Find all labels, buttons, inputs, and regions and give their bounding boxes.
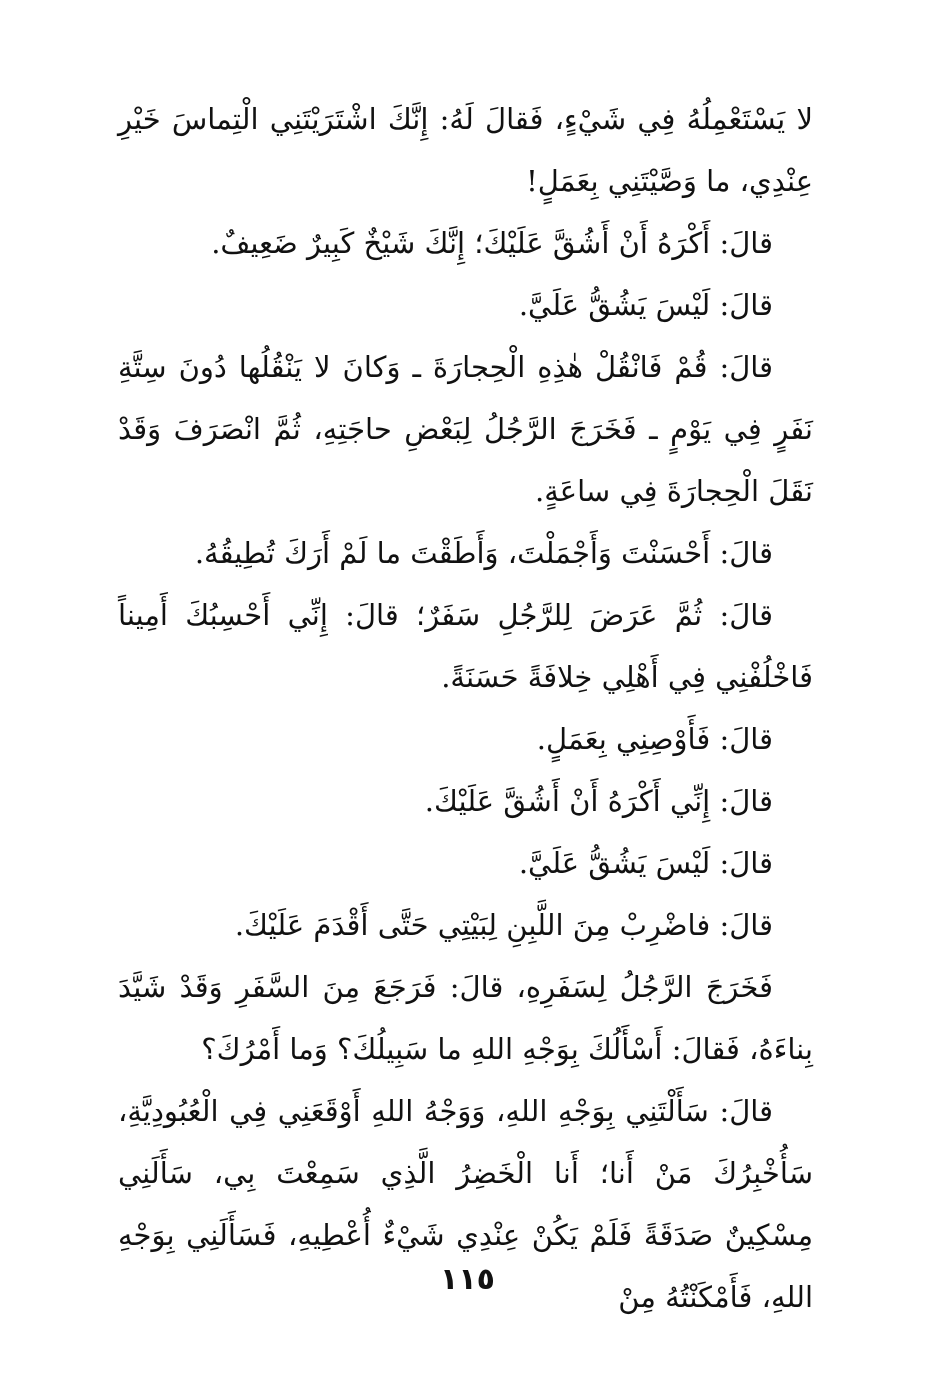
paragraph-8: قالَ: إِنِّي أَكْرَهُ أَنْ أَشُقَّ عَلَيْكَ. bbox=[424, 784, 773, 818]
paragraph-6: قالَ: ثُمَّ عَرَضَ لِلرَّجُلِ سَفَرٌ؛ قالَ: إِنِّي أَحْسِبُكَ أَمِيناً فَاخْلُفْنِي فِي أَهْلِي خِلافَةً حَسَنَةً. bbox=[118, 598, 813, 694]
paragraph-9: قالَ: لَيْسَ يَشُقُّ عَلَيَّ. bbox=[518, 846, 773, 880]
paragraph-4: قالَ: قُمْ فَانْقُلْ هٰذِهِ الْحِجارَةَ ـ وَكانَ لا يَنْقُلُها دُونَ سِتَّةِ نَفَرٍ فِي يَوْمٍ ـ فَخَرَجَ الرَّجُلُ لِبَعْضِ حاجَتِهِ، ثُمَّ انْصَرَفَ وَقَدْ نَقَلَ الْحِجارَةَ فِي ساعَةٍ. bbox=[118, 350, 813, 508]
paragraph-2: قالَ: أَكْرَهُ أَنْ أَشُقَّ عَلَيْكَ؛ إِنَّكَ شَيْخٌ كَبِيرٌ ضَعِيفٌ. bbox=[211, 226, 773, 260]
paragraph-11: فَخَرَجَ الرَّجُلُ لِسَفَرِهِ، قالَ: فَرَجَعَ مِنَ السَّفَرِ وَقَدْ شَيَّدَ بِناءَهُ، فَقالَ: أَسْأَلُكَ بِوَجْهِ اللهِ ما سَبِيلُكَ؟ وَما أَمْرُكَ؟ bbox=[118, 970, 813, 1066]
page-number: ١١٥ bbox=[440, 1262, 495, 1297]
page-text-body bbox=[118, 88, 813, 1328]
paragraph-12: قالَ: سَأَلْتَنِي بِوَجْهِ اللهِ، وَوَجْهُ اللهِ أَوْقَعَنِي فِي الْعُبُودِيَّةِ، سَأُخْبِرُكَ مَنْ أَنا؛ أَنا الْخَضِرُ الَّذِي سَمِعْتَ بِي، سَأَلَنِي مِسْكِينٌ صَدَقَةً فَلَمْ يَكُنْ عِنْدِي شَيْءٌ أُعْطِيهِ، فَسَأَلَنِي بِوَجْهِ اللهِ، فَأَمْكَنْتُهُ مِنْ bbox=[118, 1094, 813, 1314]
paragraph-5: قالَ: أَحْسَنْتَ وَأَجْمَلْتَ، وَأَطَقْتَ ما لَمْ أَرَكَ تُطِيقُهُ. bbox=[194, 536, 773, 570]
paragraph-10: قالَ: فاضْرِبْ مِنَ اللَّبِنِ لِبَيْتِي حَتَّى أَقْدَمَ عَلَيْكَ. bbox=[234, 908, 773, 942]
paragraph-1: لا يَسْتَعْمِلُهُ فِي شَيْءٍ، فَقالَ لَهُ: إِنَّكَ اشْتَرَيْتَنِي الْتِماسَ خَيْرِ عِنْدِي، ما وَصَّيْتَنِي بِعَمَلٍ! bbox=[118, 102, 813, 198]
paragraph-7: قالَ: فَأَوْصِنِي بِعَمَلٍ. bbox=[536, 722, 773, 756]
paragraph-3: قالَ: لَيْسَ يَشُقُّ عَلَيَّ. bbox=[518, 288, 773, 322]
